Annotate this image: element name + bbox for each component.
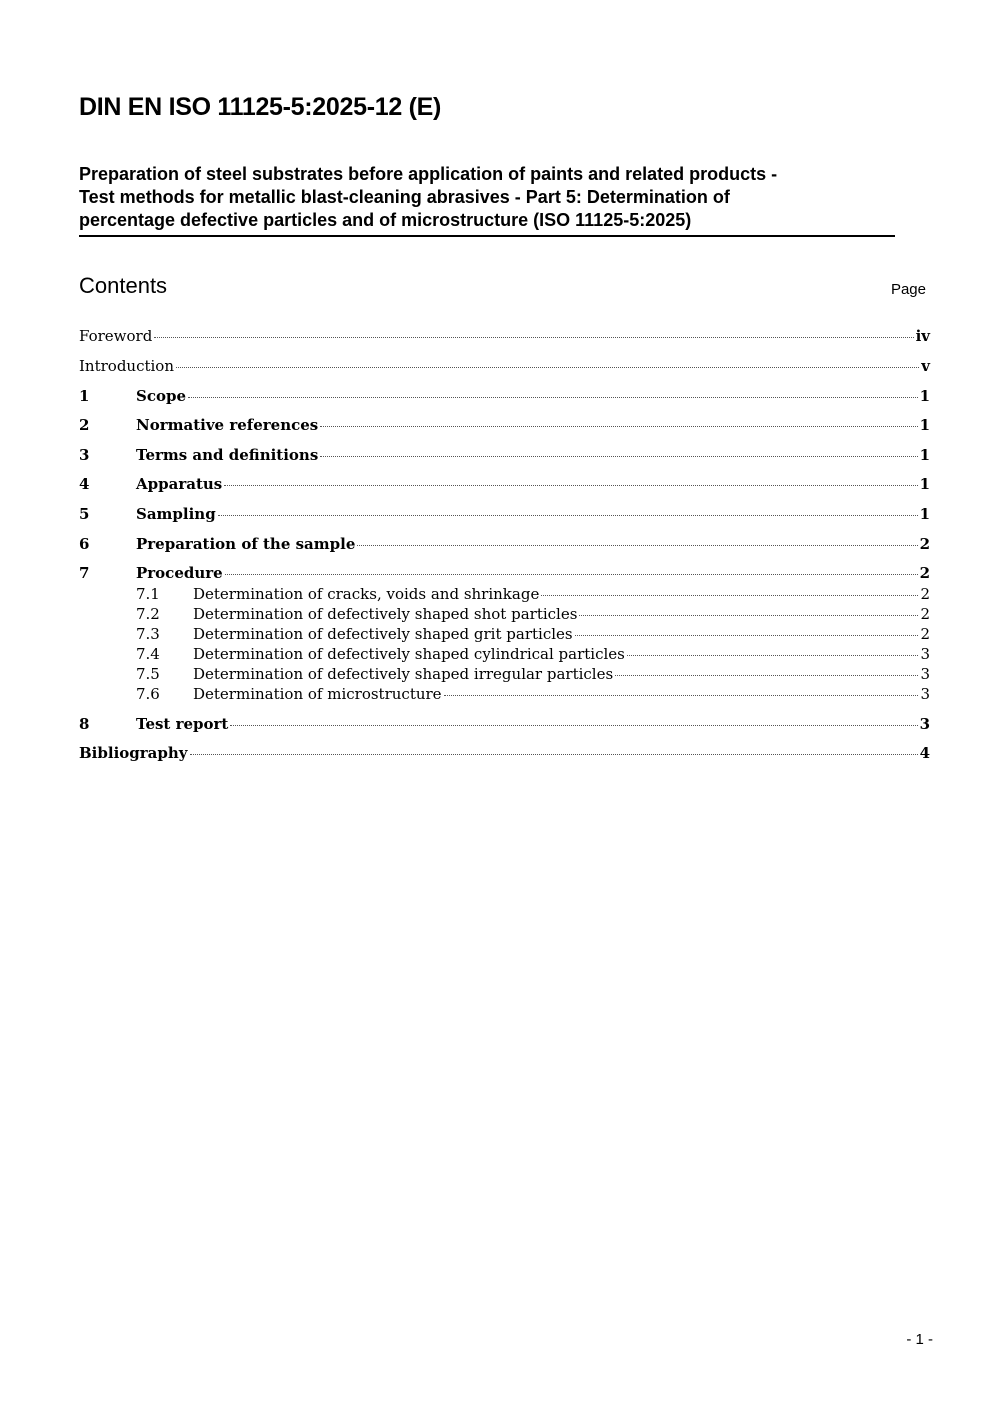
toc-subentry-7-6[interactable] [136,685,930,703]
toc-leader [541,595,918,596]
toc-entry-number: 7.2 [136,605,160,623]
toc-leader [444,695,919,696]
toc-entry-number: 6 [79,535,90,553]
toc-leader [218,515,918,516]
toc-entry-number: 7.4 [136,645,160,663]
toc-entry-test-report[interactable] [79,715,930,735]
toc-entry-number: 7.6 [136,685,160,703]
subtitle-line: Test methods for metallic blast-cleaning abrasives - Part 5: Determination of [79,187,730,207]
toc-leader [230,725,917,726]
toc-entry-number: 8 [79,715,90,733]
toc-entry-page: 3 [919,715,930,733]
toc-entry-page: 4 [919,744,930,762]
toc-entry-page: 1 [919,387,930,405]
toc-entry-label: Terms and definitions [136,446,319,464]
toc-subentry-7-1[interactable] [136,585,930,603]
toc-entry-label: Determination of microstructure [193,685,442,703]
toc-leader [357,545,917,546]
toc-leader [225,574,918,575]
toc-leader [320,456,917,457]
toc-subentry-7-5[interactable] [136,665,930,683]
toc-entry-procedure[interactable] [79,564,930,584]
toc-subentry-7-3[interactable] [136,625,930,643]
toc-entry-scope[interactable] [79,387,930,407]
toc-subentry-7-2[interactable] [136,605,930,623]
document-subtitle [79,163,895,237]
toc-leader [320,426,917,427]
toc-entry-page: 3 [920,645,930,663]
toc-entry-label: Bibliography [79,744,188,762]
toc-entry-page: 1 [919,505,930,523]
toc-leader [176,367,919,368]
toc-entry-label: Procedure [136,564,223,582]
toc-entry-number: 7.1 [136,585,160,603]
toc-entry-number: 2 [79,416,90,434]
toc-entry-label: Determination of defectively shaped shot particles [193,605,578,623]
toc-entry-number: 7 [79,564,90,582]
toc-entry-apparatus[interactable] [79,475,930,495]
toc-entry-number: 7.5 [136,665,160,683]
toc-entry-number: 1 [79,387,90,405]
toc-entry-page: 3 [920,685,930,703]
toc-entry-page: 2 [920,605,930,623]
toc-entry-label: Normative references [136,416,319,434]
toc-leader [154,337,913,338]
toc-entry-bibliography[interactable] [79,744,930,764]
toc-entry-label: Determination of defectively shaped cylindrical particles [193,645,625,663]
toc-entry-label: Introduction [79,357,174,375]
toc-entry-page: 1 [919,475,930,493]
toc-leader [575,635,919,636]
toc-entry-number: 3 [79,446,90,464]
page-column-heading: Page [890,281,926,298]
toc-entry-page: 3 [920,665,930,683]
toc-entry-label: Determination of cracks, voids and shrinkage [193,585,540,603]
toc-entry-page: 1 [919,416,930,434]
toc-entry-label: Preparation of the sample [136,535,356,553]
subtitle-line: Preparation of steel substrates before application of paints and related products - [79,164,778,184]
toc-leader [627,655,919,656]
toc-entry-page: iv [915,327,930,345]
toc-leader [579,615,918,616]
toc-subentry-7-4[interactable] [136,645,930,663]
toc-entry-page: 1 [919,446,930,464]
toc-entry-label: Determination of defectively shaped irregular particles [193,665,614,683]
toc-entry-number: 4 [79,475,90,493]
toc-entry-preparation-of-the-sample[interactable] [79,535,930,555]
toc-entry-label: Test report [136,715,229,733]
page-number: - 1 - [906,1331,933,1348]
toc-entry-page: 2 [920,625,930,643]
toc-entry-label: Apparatus [136,475,223,493]
toc-entry-number: 5 [79,505,90,523]
toc-entry-label: Sampling [136,505,216,523]
contents-heading: Contents [79,273,168,298]
toc-leader [615,675,918,676]
toc-entry-terms-and-definitions[interactable] [79,446,930,466]
toc-leader [188,397,918,398]
toc-entry-page: v [921,357,930,375]
toc-entry-foreword[interactable] [79,327,930,347]
toc-entry-page: 2 [919,535,930,553]
toc-leader [190,754,918,755]
toc-leader [224,485,917,486]
subtitle-line: percentage defective particles and of microstructure (ISO 11125-5:2025) [79,210,692,230]
toc-entry-page: 2 [919,564,930,582]
document-title: DIN EN ISO 11125-5:2025-12 (E) [79,93,442,121]
toc-entry-introduction[interactable] [79,357,930,377]
toc-entry-label: Determination of defectively shaped grit particles [193,625,573,643]
toc-entry-number: 7.3 [136,625,160,643]
toc-entry-sampling[interactable] [79,505,930,525]
toc-entry-normative-references[interactable] [79,416,930,436]
toc-entry-label: Foreword [79,327,153,345]
toc-entry-label: Scope [136,387,187,405]
toc-entry-page: 2 [920,585,930,603]
